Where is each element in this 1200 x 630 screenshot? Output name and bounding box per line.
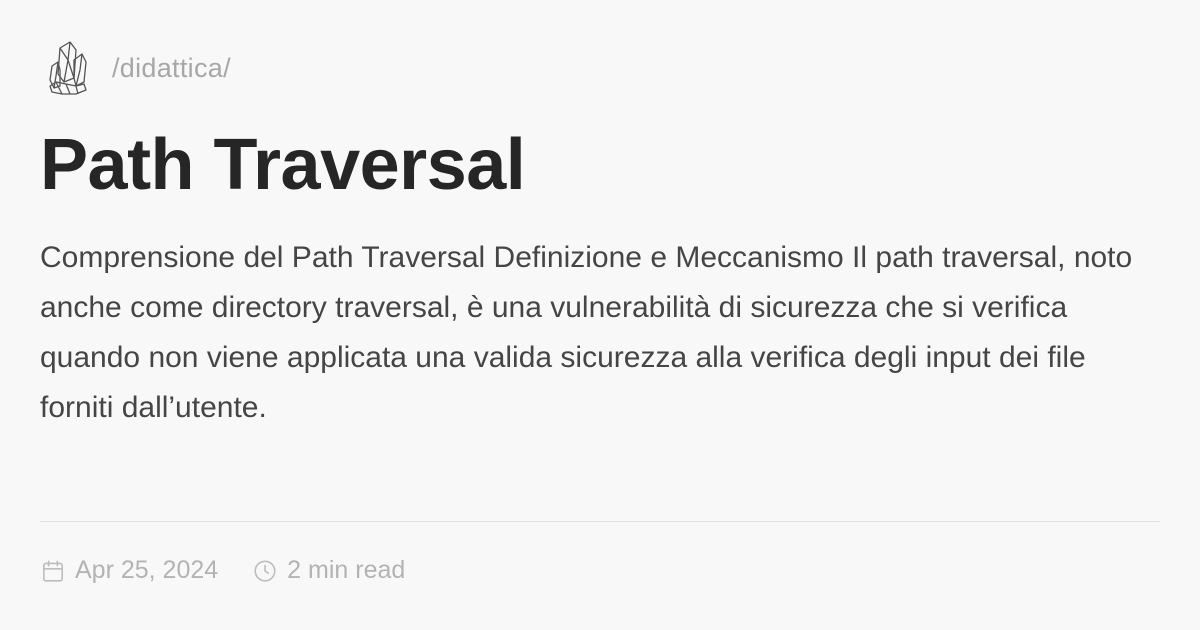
crystal-logo-icon[interactable] <box>46 40 90 96</box>
clock-icon <box>252 558 278 584</box>
header <box>46 40 231 96</box>
page-title: Path Traversal <box>40 125 526 205</box>
calendar-icon <box>40 558 66 584</box>
article-description: Comprensione del Path Traversal Definizione e Meccanismo Il path traversal, noto anche come directory traversal, è una vulnerabilità di sicurezza che si verifica quando non viene applicata una valida sicurezza alla verifica degli input dei file forniti dall’utente. <box>40 241 1133 424</box>
section-path[interactable]: /didattica/ <box>112 52 231 83</box>
read-time <box>252 556 405 585</box>
read-time-text: 2 min read <box>287 556 406 584</box>
publish-date <box>40 556 218 585</box>
article-meta <box>40 556 405 585</box>
publish-date-text: Apr 25, 2024 <box>75 556 219 584</box>
divider <box>40 521 1160 522</box>
